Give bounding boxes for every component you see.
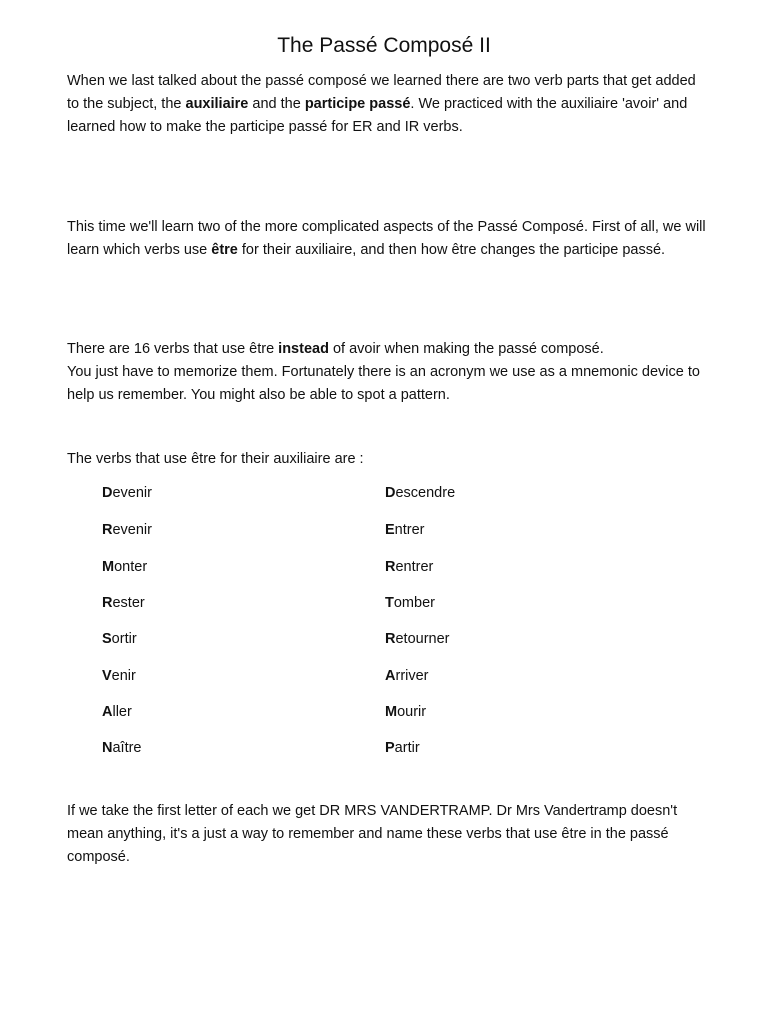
verb-left-7: Aller — [102, 704, 132, 720]
verb-left-5: Sortir — [102, 631, 137, 647]
intro-paragraph — [67, 70, 707, 139]
verb-left-6: Venir — [102, 668, 136, 684]
third-bold-instead: instead — [278, 341, 329, 357]
verb-left-8: Naître — [102, 740, 142, 756]
intro-text-3: . We practiced with the auxiliaire 'avoir' and learned how to make the participe passé for ER and IR verbs. — [67, 96, 688, 135]
intro-text-2: and the — [248, 96, 305, 112]
verb-right-2: Entrer — [385, 522, 425, 538]
verb-right-7: Mourir — [385, 704, 427, 720]
conclusion-paragraph: If we take the first letter of each we get DR MRS VANDERTRAMP. Dr Mrs Vandertramp doesn't mean anything, it's a just a way to remember and name these verbs that use être in the passé composé. — [67, 803, 678, 865]
third-paragraph — [67, 338, 707, 407]
verb-right-3: Rentrer — [385, 559, 434, 575]
verb-right-4: Tomber — [385, 595, 435, 611]
verb-right-8: Partir — [385, 740, 420, 756]
second-bold-etre: être — [211, 242, 238, 258]
verb-right-5: Retourner — [385, 631, 450, 647]
verb-right-6: Arriver — [385, 668, 429, 684]
third-text-2: of avoir when making the passé composé. — [328, 341, 604, 357]
verb-left-2: Revenir — [102, 522, 152, 538]
third-text-rest: You just have to memorize them. Fortunately there is an acronym we use as a mnemonic device to help us remember. You might also be able to spot a pattern. — [67, 364, 700, 403]
second-text-2: for their auxiliaire, and then how être changes the participe passé. — [237, 242, 666, 258]
intro-bold-participe: participe passé — [304, 96, 411, 112]
verb-left-4: Rester — [102, 595, 145, 611]
intro-text-1: When we last talked about the passé composé we learned there are two verb parts that get added to the subject, the — [67, 73, 696, 112]
verb-left-1: Devenir — [102, 485, 152, 501]
third-text-1: There are 16 verbs that use être — [67, 341, 279, 357]
list-intro: The verbs that use être for their auxiliaire are : — [67, 451, 364, 467]
verb-left-3: Monter — [102, 559, 148, 575]
intro-bold-auxiliaire: auxiliaire — [185, 96, 249, 112]
page-title: The Passé Composé II — [277, 34, 491, 57]
second-paragraph — [67, 216, 707, 262]
verb-right-1: Descendre — [385, 485, 456, 501]
second-text-1: This time we'll learn two of the more complicated aspects of the Passé Composé. First of all, we will learn which verbs use — [67, 219, 706, 258]
